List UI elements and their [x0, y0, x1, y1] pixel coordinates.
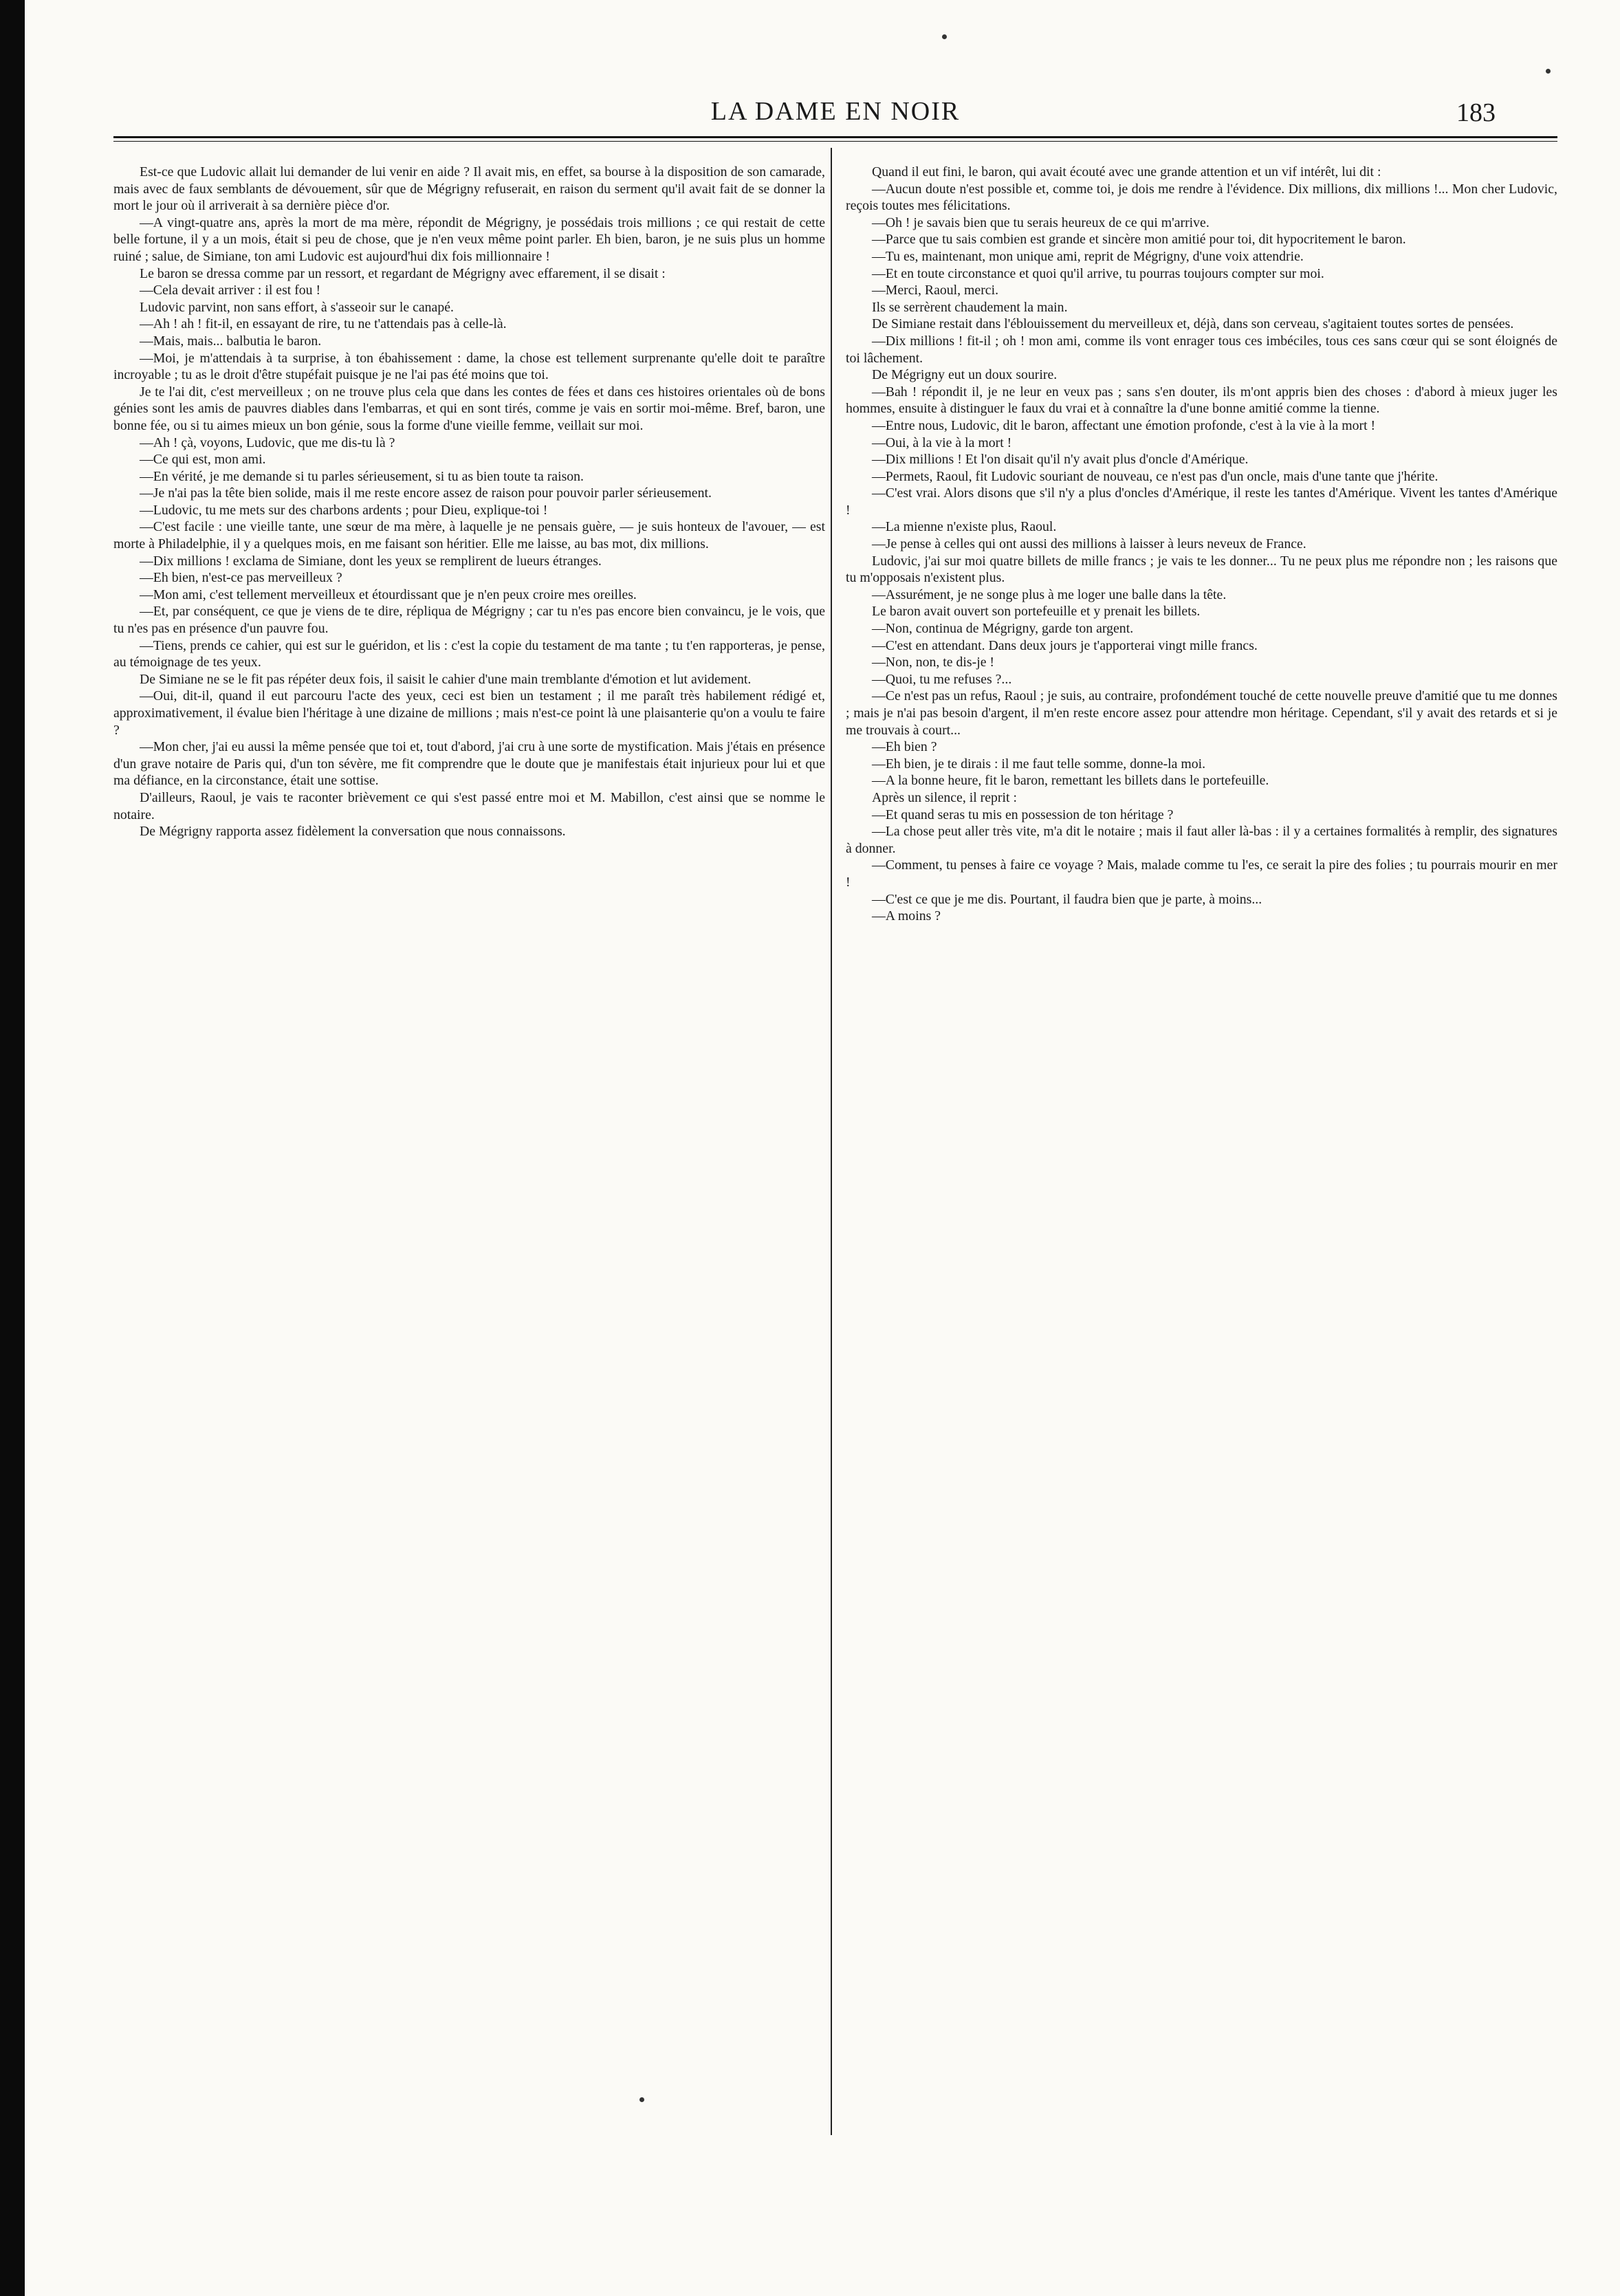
paragraph: —En vérité, je me demande si tu parles sérieusement, si tu as bien toute ta raison. [140, 468, 584, 484]
paragraph: —Bah ! répondit il, je ne leur en veux pas ; sans s'en douter, ils m'ont appris bien des choses : d'abord à mieux juger les hommes, ensuite à distinguer le faux du vrai et à connaître la d'une bonne amitié comme la tienne. [846, 384, 1557, 417]
paragraph: —A la bonne heure, fit le baron, remettant les billets dans le portefeuille. [872, 773, 1269, 789]
paragraph: —Non, non, te dis-je ! [872, 655, 995, 670]
paragraph: —Eh bien, n'est-ce pas merveilleux ? [140, 570, 342, 586]
paragraph: —Entre nous, Ludovic, dit le baron, affectant une émotion profonde, c'est à la vie à la mort ! [872, 417, 1376, 433]
paragraph: —Merci, Raoul, merci. [872, 283, 999, 298]
paragraph: —Eh bien, je te dirais : il me faut telle somme, donne-la moi. [872, 756, 1206, 772]
header-rule-thick [113, 136, 1557, 138]
page-title: LA DAME EN NOIR [710, 97, 961, 126]
paragraph: Après un silence, il reprit : [872, 789, 1017, 805]
paragraph: Ils se serrèrent chaudement la main. [872, 299, 1068, 315]
paragraph: Ludovic parvint, non sans effort, à s'asseoir sur le canapé. [140, 299, 454, 315]
paragraph: —Parce que tu sais combien est grande et sincère mon amitié pour toi, dit hypocritement le baron. [872, 232, 1406, 248]
paragraph: —Dix millions ! fit-il ; oh ! mon ami, comme ils vont enrager tous ces imbéciles, tous ces sans cœur qui se sont éloignés de toi lâchement. [846, 333, 1557, 366]
paragraph: —Je n'ai pas la tête bien solide, mais il me reste encore assez de raison pour pouvoir parler sérieusement. [140, 485, 712, 501]
print-speck [942, 34, 947, 39]
paragraph: Est-ce que Ludovic allait lui demander de lui venir en aide ? Il avait mis, en effet, sa bourse à la disposition de son camarade, mais avec de faux semblants de dévouement, sûr que de Mégrigny refuserait, en raison du serment qu'il avait fait de se donner la mort le jour où il arriverait à sa dernière pièce d'or. [113, 164, 825, 214]
paragraph: Ludovic, j'ai sur moi quatre billets de mille francs ; je vais te les donner... Tu ne peux plus me répondre non ; les raisons que tu m'opposais n'existent plus. [846, 553, 1557, 586]
paragraph: —A moins ? [872, 908, 941, 924]
paragraph: —Dix millions ! Et l'on disait qu'il n'y avait plus d'oncle d'Amérique. [872, 452, 1249, 468]
paragraph: —Ah ! ah ! fit-il, en essayant de rire, tu ne t'attendais pas à celle-là. [140, 316, 507, 332]
paragraph: —C'est vrai. Alors disons que s'il n'y a plus d'oncles d'Amérique, il reste les tantes d'Amérique. Vivent les tantes d'Amérique ! [846, 485, 1557, 518]
paragraph: —Tiens, prends ce cahier, qui est sur le guéridon, et lis : c'est la copie du testament de ma tante ; tu t'en rapporteras, je pense, au témoignage de tes yeux. [113, 637, 825, 670]
paragraph: —Non, continua de Mégrigny, garde ton argent. [872, 621, 1134, 637]
paragraph: —Ce n'est pas un refus, Raoul ; je suis, au contraire, profondément touché de cette nouvelle preuve d'amitié que tu me donnes ; mais je n'ai pas besoin d'argent, il m'en reste encore assez pour attendre mon héritage. Cependant, s'il y avait des retards et si je me trouvais à court... [846, 688, 1557, 738]
paragraph: —Oui, dit-il, quand il eut parcouru l'acte des yeux, ceci est bien un testament ; il me paraît très habilement rédigé et, approximativement, il évalue bien l'héritage à une dizaine de millions ; mais n'est-ce point là une plaisanterie qu'on a voulu te faire ? [113, 688, 825, 738]
paragraph: —Mon cher, j'ai eu aussi la même pensée que toi et, tout d'abord, j'ai cru à une sorte de mystification. Mais j'étais en présence d'un grave notaire de Paris qui, d'un ton sévère, me fit comprendre que le doute que je manifestais était injurieux pour lui et que ma défiance, en la circonstance, était une sottise. [113, 739, 825, 789]
paragraph: —Mais, mais... balbutia le baron. [140, 333, 322, 349]
paragraph: Le baron se dressa comme par un ressort, et regardant de Mégrigny avec effarement, il se disait : [140, 265, 666, 281]
paragraph: De Mégrigny rapporta assez fidèlement la conversation que nous connaissons. [140, 824, 566, 840]
paragraph: De Mégrigny eut un doux sourire. [872, 367, 1058, 383]
left-column [113, 164, 825, 2227]
paragraph: —Dix millions ! exclama de Simiane, dont les yeux se remplirent de lueurs étranges. [140, 553, 602, 569]
paragraph: —Ah ! çà, voyons, Ludovic, que me dis-tu là ? [140, 435, 395, 450]
paragraph: Quand il eut fini, le baron, qui avait écouté avec une grande attention et un vif intérêt, lui dit : [872, 164, 1381, 179]
paragraph: De Simiane restait dans l'éblouissement du merveilleux et, déjà, dans son cerveau, s'agitaient toutes sortes de pensées. [872, 316, 1514, 332]
paragraph: —Aucun doute n'est possible et, comme toi, je dois me rendre à l'évidence. Dix millions, dix millions !... Mon cher Ludovic, reçois toutes mes félicitations. [846, 181, 1557, 214]
running-header [113, 94, 1557, 135]
paragraph: —Assurément, je ne songe plus à me loger une balle dans la tête. [872, 587, 1227, 602]
print-speck [639, 2097, 644, 2102]
paragraph: —Et en toute circonstance et quoi qu'il arrive, tu pourras toujours compter sur moi. [872, 265, 1324, 281]
right-column [846, 164, 1557, 2227]
paragraph: —Oh ! je savais bien que tu serais heureux de ce qui m'arrive. [872, 215, 1209, 230]
paragraph: —Quoi, tu me refuses ?... [872, 671, 1012, 687]
paragraph: —Mon ami, c'est tellement merveilleux et étourdissant que je n'en peux croire mes oreilles. [140, 587, 637, 602]
paragraph: —Oui, à la vie à la mort ! [872, 435, 1012, 450]
paragraph: —Et, par conséquent, ce que je viens de te dire, répliqua de Mégrigny ; car tu n'es pas encore bien convaincu, je le vois, que tu n'es pas en présence d'un pauvre fou. [113, 604, 825, 637]
paragraph: De Simiane ne se le fit pas répéter deux fois, il saisit le cahier d'une main tremblante d'émotion et lut avidement. [140, 671, 752, 687]
paragraph: —C'est en attendant. Dans deux jours je t'apporterai vingt mille francs. [872, 637, 1258, 653]
paragraph: —C'est ce que je me dis. Pourtant, il faudra bien que je parte, à moins... [872, 891, 1262, 907]
paragraph: —La mienne n'existe plus, Raoul. [872, 519, 1057, 535]
paragraph: —Moi, je m'attendais à ta surprise, à ton ébahissement : dame, la chose est tellement surprenante qu'elle doit te paraître incroyable ; tu as le droit d'être stupéfait puisque je ne l'ai pas été moins que toi. [113, 350, 825, 383]
paragraph: —Ludovic, tu me mets sur des charbons ardents ; pour Dieu, explique-toi ! [140, 502, 548, 518]
paragraph: —Cela devait arriver : il est fou ! [140, 283, 321, 298]
paragraph: —Je pense à celles qui ont aussi des millions à laisser à leurs neveux de France. [872, 536, 1306, 552]
print-speck [1546, 69, 1551, 74]
paragraph: D'ailleurs, Raoul, je vais te raconter brièvement ce qui s'est passé entre moi et M. Mabillon, c'est ainsi que se nomme le notaire. [113, 789, 825, 822]
paragraph: Je te l'ai dit, c'est merveilleux ; on ne trouve plus cela que dans les contes de fées et dans ces histoires orientales où de bons génies sont les amis de pauvres diables dans l'embarras, et qui en sont tirés, comme je vais en sortir moi-même. Bref, baron, une bonne fée, ou si tu aimes mieux un bon génie, sous la forme d'une vieille femme, veillait sur moi. [113, 384, 825, 433]
paragraph: —Tu es, maintenant, mon unique ami, reprit de Mégrigny, d'une voix attendrie. [872, 248, 1304, 264]
paragraph: —Eh bien ? [872, 739, 937, 755]
paragraph: Le baron avait ouvert son portefeuille et y prenait les billets. [872, 604, 1201, 620]
paragraph: —Comment, tu penses à faire ce voyage ? Mais, malade comme tu l'es, ce serait la pire des folies ; tu pourrais mourir en mer ! [846, 857, 1557, 890]
paragraph: —A vingt-quatre ans, après la mort de ma mère, répondit de Mégrigny, je possédais trois millions ; ce qui restait de cette belle fortune, il y a un mois, était si peu de chose, que je n'en veux même point parler. Eh bien, baron, je ne suis plus un homme ruiné ; salue, de Simiane, ton ami Ludovic est aujourd'hui dix fois millionnaire ! [113, 215, 825, 264]
paragraph: —La chose peut aller très vite, m'a dit le notaire ; mais il faut aller là-bas : il y a certaines formalités à remplir, des signatures à donner. [846, 824, 1557, 856]
paragraph: —C'est facile : une vieille tante, une sœur de ma mère, à laquelle je ne pensais guère, — je suis honteux de l'avouer, — est morte à Philadelphie, il y a quelques mois, en me faisant son héritier. Elle me laisse, au bas mot, dix millions. [113, 519, 825, 552]
paragraph: —Permets, Raoul, fit Ludovic souriant de nouveau, ce n'est pas d'un oncle, mais d'une tante que j'hérite. [872, 468, 1438, 484]
paragraph: —Et quand seras tu mis en possession de ton héritage ? [872, 807, 1174, 822]
header-rule-thin [113, 141, 1557, 142]
column-divider [831, 148, 832, 2135]
book-binding-edge [0, 0, 25, 2296]
paragraph: —Ce qui est, mon ami. [140, 452, 266, 468]
page-number: 183 [1456, 98, 1496, 127]
